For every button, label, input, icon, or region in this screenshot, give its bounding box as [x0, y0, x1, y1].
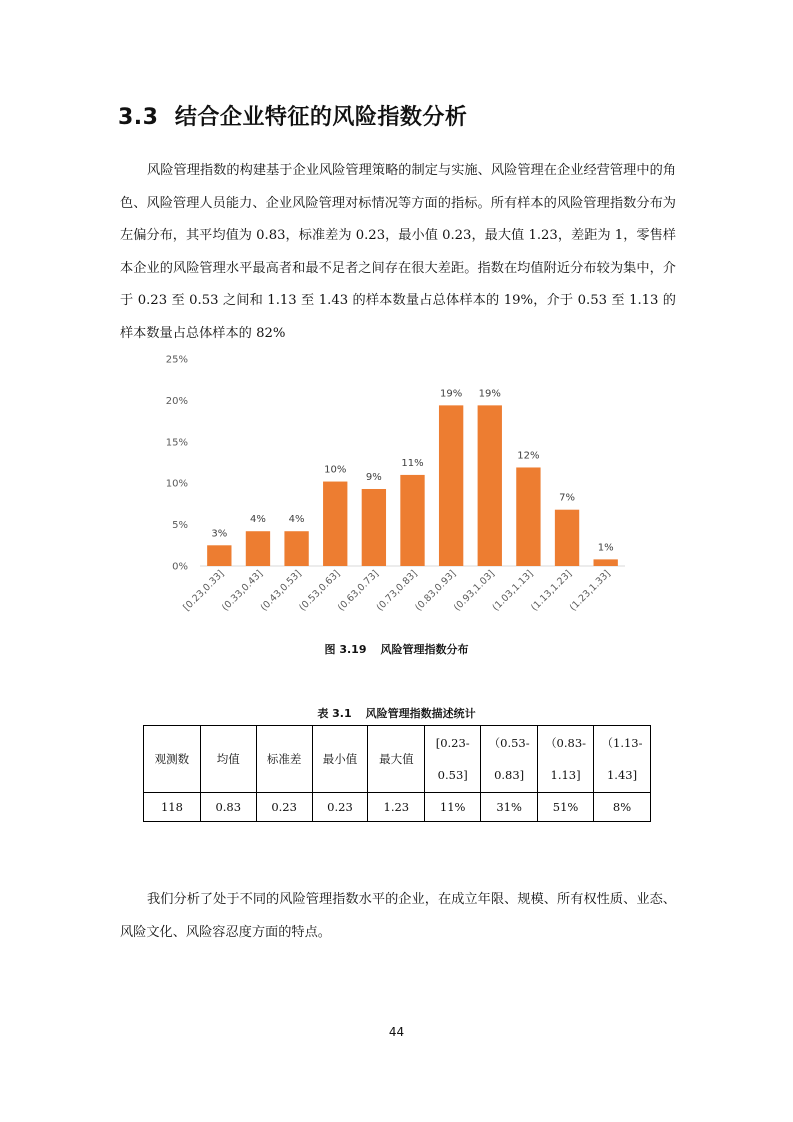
header-cell: 标准差 [256, 726, 312, 793]
range-start: （1.13- [601, 736, 643, 750]
x-tick-label: (0.63,0.73] [335, 568, 381, 614]
bar [362, 489, 386, 566]
section-number: 3.3 [118, 105, 159, 130]
table-cell: 31% [481, 793, 538, 822]
bar [284, 531, 308, 566]
header-range-cell [425, 726, 481, 793]
header-cell: 最大值 [368, 726, 425, 793]
header-cell: 观测数 [144, 726, 201, 793]
x-tick-label: [0.23,0.33] [181, 568, 227, 614]
table-cell: 0.83 [200, 793, 256, 822]
data-label: 11% [401, 457, 424, 469]
paragraph-intro [120, 155, 676, 350]
bar [439, 405, 463, 566]
x-tick-label: (0.83,0.93] [413, 568, 459, 614]
table-cell: 118 [144, 793, 201, 822]
data-label: 19% [440, 388, 463, 400]
range-end: 1.13] [550, 768, 581, 782]
data-label: 3% [211, 528, 228, 540]
bar [400, 475, 424, 566]
figure-caption-text: 风险管理指数分布 [380, 643, 469, 656]
y-tick-label: 0% [172, 561, 188, 573]
section-heading [118, 100, 467, 131]
y-tick-label: 20% [165, 395, 188, 407]
range-end: 0.53] [437, 768, 468, 782]
figure-caption [0, 641, 793, 657]
bar [207, 545, 231, 566]
y-tick-label: 10% [165, 478, 188, 490]
bars [207, 405, 618, 566]
range-start: [0.23- [435, 736, 470, 750]
table-caption-text: 风险管理指数描述统计 [365, 707, 476, 720]
header-range-cell [538, 726, 594, 793]
risk-index-distribution-chart [160, 345, 630, 620]
header-cell: 最小值 [312, 726, 368, 793]
data-label: 4% [250, 514, 266, 526]
x-tick-label: (1.13,1.23] [529, 568, 575, 614]
bar [323, 482, 347, 566]
data-label: 19% [478, 388, 501, 400]
data-label: 10% [324, 464, 347, 476]
range-end: 1.43] [606, 768, 638, 782]
table-caption-number: 表 3.1 [317, 707, 352, 720]
range-end: 0.83] [494, 768, 525, 782]
data-label: 9% [365, 471, 382, 483]
header-range-cell [481, 726, 538, 793]
data-label: 4% [288, 514, 305, 526]
x-tick-label: (0.33,0.43] [219, 568, 266, 614]
data-label: 12% [517, 450, 540, 462]
figure-caption-number: 图 3.19 [324, 643, 367, 656]
y-tick-label: 15% [165, 437, 188, 449]
bar [516, 467, 540, 566]
bar [246, 531, 270, 566]
paragraph-intro-text: 风险管理指数的构建基于企业风险管理策略的制定与实施、风险管理在企业经营管理中的角色、风险管理人员能力、企业风险管理对标情况等方面的指标。所有样本的风险管理指数分布为左偏分布，其平均值为 0.83，标准差为 0.23，最小值 0.23，最大值 1.23，差距为 1，零售样本企业的风险管理水平最高者和最不足者之间存在很大差距。指数在均值附近分布较为集中，介于 0.23 至 0.53 之间和 1.13 至 1.43 的样本数量占总体样本的 19%，介于 0.53 至 1.13 的样本数量占总体样本的 82% [120, 163, 676, 341]
x-tick-label: (0.43,0.53] [258, 568, 304, 614]
table-header-row [144, 726, 651, 793]
table-cell: 51% [538, 793, 594, 822]
x-tick-label: (0.93,1.03] [451, 568, 497, 614]
paragraph-conclusion-text: 我们分析了处于不同的风险管理指数水平的企业，在成立年限、规模、所有权性质、业态、风险文化、风险容忍度方面的特点。 [120, 892, 676, 940]
y-axis [166, 355, 188, 573]
section-title: 结合企业特征的风险指数分析 [174, 105, 468, 130]
x-tick-label: (1.03,1.13] [490, 568, 536, 614]
table-cell: 0.23 [256, 793, 312, 822]
data-label: 7% [559, 492, 575, 504]
paragraph-conclusion [120, 884, 676, 949]
range-start: （0.83- [545, 736, 587, 750]
x-tick-labels [181, 568, 612, 613]
bar [478, 405, 502, 566]
table-cell: 11% [425, 793, 481, 822]
y-tick-label: 25% [165, 354, 188, 366]
y-tick-label: 5% [172, 520, 188, 532]
table-cell: 0.23 [312, 793, 368, 822]
header-range-cell [594, 726, 651, 793]
stats-table [143, 725, 651, 822]
range-start: （0.53- [488, 736, 530, 750]
header-cell: 均值 [200, 726, 256, 793]
table-caption [0, 705, 793, 721]
bar [594, 559, 618, 566]
page-number: 44 [388, 1025, 405, 1039]
table-cell: 8% [594, 793, 651, 822]
bar [555, 510, 579, 566]
x-tick-label: (0.73,0.83] [374, 568, 420, 614]
table-cell: 1.23 [368, 793, 425, 822]
x-tick-label: (0.53,0.63] [297, 568, 343, 614]
x-tick-label: (1.23,1.33] [567, 568, 613, 614]
table-row [144, 793, 651, 822]
data-label: 1% [597, 542, 614, 554]
